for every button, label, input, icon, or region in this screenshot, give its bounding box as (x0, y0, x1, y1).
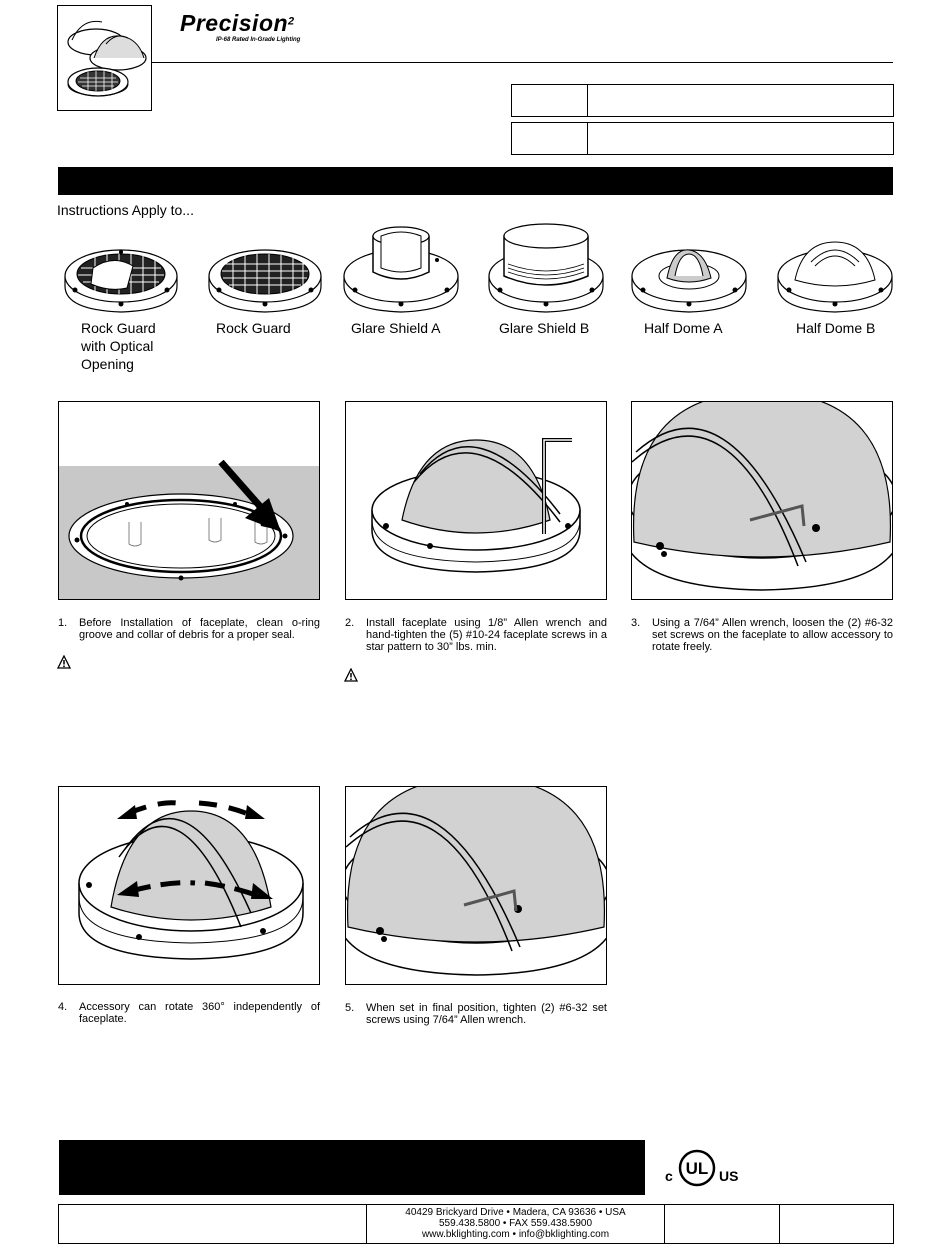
footer-web: www.bklighting.com • info@bklighting.com (421, 1229, 610, 1240)
step-4-figure (58, 786, 320, 985)
info-box-1 (511, 84, 894, 117)
header-rule (152, 62, 893, 63)
accessory-label: Glare Shield A (351, 320, 441, 336)
glare-shield-b-icon (486, 220, 606, 315)
cert-mark: UL (685, 1159, 709, 1178)
applies-heading: Instructions Apply to... (57, 202, 194, 218)
footer-address: 40429 Brickyard Drive • Madera, CA 93636 • USA (405, 1207, 626, 1218)
step-number: 1. (58, 617, 68, 629)
accessory-half-dome-a (629, 240, 769, 337)
cert-right: US (719, 1168, 739, 1184)
brand-logo (180, 10, 301, 43)
step-number: 4. (58, 1001, 68, 1013)
accessory-glare-shield-b (486, 220, 626, 337)
rock-guard-optical-icon (61, 240, 181, 315)
brand-tagline: IP-68 Rated In-Grade Lighting (216, 37, 301, 43)
accessory-glare-shield-a (341, 222, 481, 337)
step-description: Accessory can rotate 360° independently of faceplate. (79, 1001, 320, 1025)
step-number: 5. (345, 1002, 355, 1014)
step-2-figure (345, 401, 607, 600)
accessory-label: Rock Guard (216, 320, 291, 336)
step-description: Before Installation of faceplate, clean o-ring groove and collar of debris for a proper seal. (79, 617, 320, 641)
accessory-rock-guard-optical (61, 240, 201, 373)
step-description: Using a 7/64” Allen wrench, loosen the (2) #6-32 set screws on the faceplate to allow accessory to rotate freely. (652, 617, 893, 653)
accessory-rock-guard (205, 240, 345, 337)
cert-left: c (665, 1168, 673, 1184)
half-dome-b-icon (775, 240, 895, 315)
step-number: 2. (345, 617, 355, 629)
accessory-half-dome-b (775, 240, 915, 337)
step-description: When set in final position, tighten (2) #6-32 set screws using 7/64” Allen wrench. (366, 1002, 607, 1026)
brand-name: Precision (180, 10, 289, 36)
step-description: Install faceplate using 1/8” Allen wrench and hand-tighten the (5) #10-24 faceplate screws in a star pattern to 30” lbs. min. (366, 617, 607, 653)
step-5-text (345, 1002, 607, 1026)
step-1-figure (58, 401, 320, 600)
step-2-text (345, 617, 607, 653)
accessory-label: Rock Guard with Optical Opening (81, 320, 156, 372)
brand-superscript: 2 (288, 15, 295, 28)
step-3-figure (631, 401, 893, 600)
footer-phone: 559.438.5800 • FAX 559.438.5900 (438, 1218, 593, 1229)
footer-contact (367, 1205, 665, 1243)
accessory-label: Half Dome A (644, 320, 723, 336)
step-4-text (58, 1001, 320, 1025)
glare-shield-a-icon (341, 222, 461, 315)
half-dome-a-icon (629, 240, 749, 315)
title-bar (58, 167, 893, 195)
warning-icon (57, 655, 71, 669)
footer-table (58, 1204, 894, 1244)
info-box-2 (511, 122, 894, 155)
ul-certification-mark (663, 1148, 749, 1188)
rock-guard-icon (205, 240, 325, 315)
step-3-text (631, 617, 893, 653)
step-1-text (58, 617, 320, 641)
footer-bar (59, 1140, 645, 1195)
warning-icon (344, 668, 358, 682)
step-number: 3. (631, 617, 641, 629)
product-thumbnail (57, 5, 152, 111)
accessory-label: Half Dome B (796, 320, 876, 336)
accessory-label: Glare Shield B (499, 320, 590, 336)
step-5-figure (345, 786, 607, 985)
